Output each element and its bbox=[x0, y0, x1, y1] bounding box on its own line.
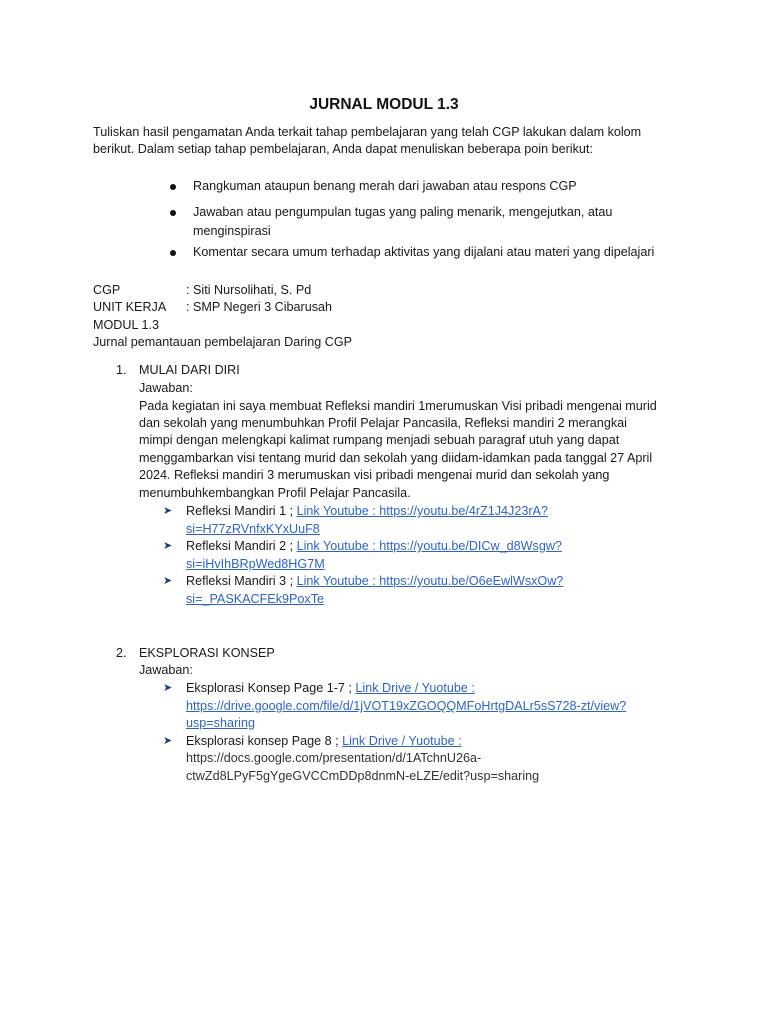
eksplorasi-2-drive-link[interactable]: Link Drive / Yuotube : bbox=[342, 734, 462, 748]
cgp-label: CGP bbox=[93, 283, 121, 297]
section-1-paragraph-line: menumbuhkembangkan Profil Pelajar Pancasila. bbox=[139, 486, 411, 500]
section-1-number: 1. bbox=[116, 363, 127, 377]
refleksi-1-youtube-link[interactable]: Link Youtube : https://youtu.be/4rZ1J4J23rA? bbox=[296, 504, 548, 518]
refleksi-3-youtube-link[interactable]: Link Youtube : https://youtu.be/O6eEwlWsxOw? bbox=[296, 574, 564, 588]
refleksi-item-1 bbox=[186, 503, 548, 520]
arrow-bullet-icon: ➤ bbox=[163, 735, 173, 747]
section-1-answer-label: Jawaban: bbox=[139, 381, 193, 395]
eksplorasi-2-url: https://docs.google.com/presentation/d/1ATchnU26a- bbox=[186, 751, 482, 765]
arrow-bullet-icon: ➤ bbox=[163, 575, 173, 587]
unit-kerja-value: : SMP Negeri 3 Cibarusah bbox=[186, 300, 333, 314]
arrow-bullet-icon: ➤ bbox=[163, 540, 173, 552]
bullet-item-1: Rangkuman ataupun benang merah dari jawaban atau respons CGP bbox=[193, 179, 577, 193]
refleksi-3-youtube-link-cont[interactable]: si=_PASKACFEk9PoxTe bbox=[186, 592, 325, 606]
document-title: JURNAL MODUL 1.3 bbox=[309, 96, 459, 113]
arrow-bullet-icon: ➤ bbox=[163, 682, 173, 694]
cgp-value: : Siti Nursolihati, S. Pd bbox=[186, 283, 312, 297]
modul-label: MODUL 1.3 bbox=[93, 318, 160, 332]
refleksi-item-2 bbox=[186, 538, 562, 555]
bullet-dot-icon bbox=[170, 184, 176, 190]
refleksi-1-label: Refleksi Mandiri 1 ; bbox=[186, 504, 297, 518]
jurnal-label: Jurnal pemantauan pembelajaran Daring CGP bbox=[93, 335, 353, 349]
arrow-bullet-icon: ➤ bbox=[163, 505, 173, 517]
section-2-heading: EKSPLORASI KONSEP bbox=[139, 646, 275, 660]
refleksi-3-label: Refleksi Mandiri 3 ; bbox=[186, 574, 297, 588]
section-1-paragraph-line: menggambarkan visi tentang murid dan sekolah yang diidam-idamkan pada tanggal 27 April bbox=[139, 451, 653, 465]
refleksi-1-youtube-link-cont[interactable]: si=H77zRVnfxKYxUuF8 bbox=[186, 522, 320, 536]
section-1-paragraph-line: mimpi dengan melengkapi kalimat rumpang menjadi sebuah paragraf utuh yang dapat bbox=[139, 433, 620, 447]
section-1-paragraph-line: dan sekolah yang menumbuhkan Profil Pelajar Pancasila, Refleksi mandiri 2 merangkai bbox=[139, 416, 627, 430]
bullet-item-2: Jawaban atau pengumpulan tugas yang paling menarik, mengejutkan, atau bbox=[193, 205, 613, 219]
eksplorasi-2-label: Eksplorasi konsep Page 8 ; bbox=[186, 734, 343, 748]
bullet-dot-icon bbox=[170, 250, 176, 256]
refleksi-2-youtube-link[interactable]: Link Youtube : https://youtu.be/DICw_d8Wsgw? bbox=[296, 539, 562, 553]
section-1-heading: MULAI DARI DIRI bbox=[139, 363, 240, 377]
intro-line-1: Tuliskan hasil pengamatan Anda terkait tahap pembelajaran yang telah CGP lakukan dalam kolom bbox=[93, 125, 642, 139]
eksplorasi-2-url-cont: ctwZd8LPyF5gYgeGVCCmDDp8dnmN-eLZE/edit?usp=sharing bbox=[186, 769, 540, 783]
refleksi-item-3 bbox=[186, 573, 563, 590]
eksplorasi-item-1 bbox=[186, 680, 475, 697]
intro-line-2: berikut. Dalam setiap tahap pembelajaran, Anda dapat menuliskan beberapa poin berikut: bbox=[93, 142, 593, 156]
section-1-paragraph-line: 2024. Refleksi mandiri 3 merumuskan visi pribadi mengenai murid dan sekolah yang bbox=[139, 468, 610, 482]
unit-kerja-label: UNIT KERJA bbox=[93, 300, 167, 314]
eksplorasi-1-drive-url[interactable]: https://drive.google.com/file/d/1jVOT19xZGOQQMFoHrtgDALr5sS728-zt/view? bbox=[186, 699, 627, 713]
refleksi-2-label: Refleksi Mandiri 2 ; bbox=[186, 539, 297, 553]
eksplorasi-1-label: Eksplorasi Konsep Page 1-7 ; bbox=[186, 681, 356, 695]
bullet-item-3: Komentar secara umum terhadap aktivitas yang dijalani atau materi yang dipelajari bbox=[193, 245, 655, 259]
bullet-dot-icon bbox=[170, 210, 176, 216]
eksplorasi-1-drive-url-cont[interactable]: usp=sharing bbox=[186, 716, 255, 730]
section-2-number: 2. bbox=[116, 646, 127, 660]
eksplorasi-item-2 bbox=[186, 733, 462, 750]
refleksi-2-youtube-link-cont[interactable]: si=iHvIhBRpWed8HG7M bbox=[186, 557, 325, 571]
eksplorasi-1-drive-link[interactable]: Link Drive / Yuotube : bbox=[355, 681, 475, 695]
section-2-answer-label: Jawaban: bbox=[139, 663, 193, 677]
section-1-paragraph-line: Pada kegiatan ini saya membuat Refleksi mandiri 1merumuskan Visi pribadi mengenai murid bbox=[139, 399, 657, 413]
bullet-item-2-cont: menginspirasi bbox=[193, 224, 271, 238]
